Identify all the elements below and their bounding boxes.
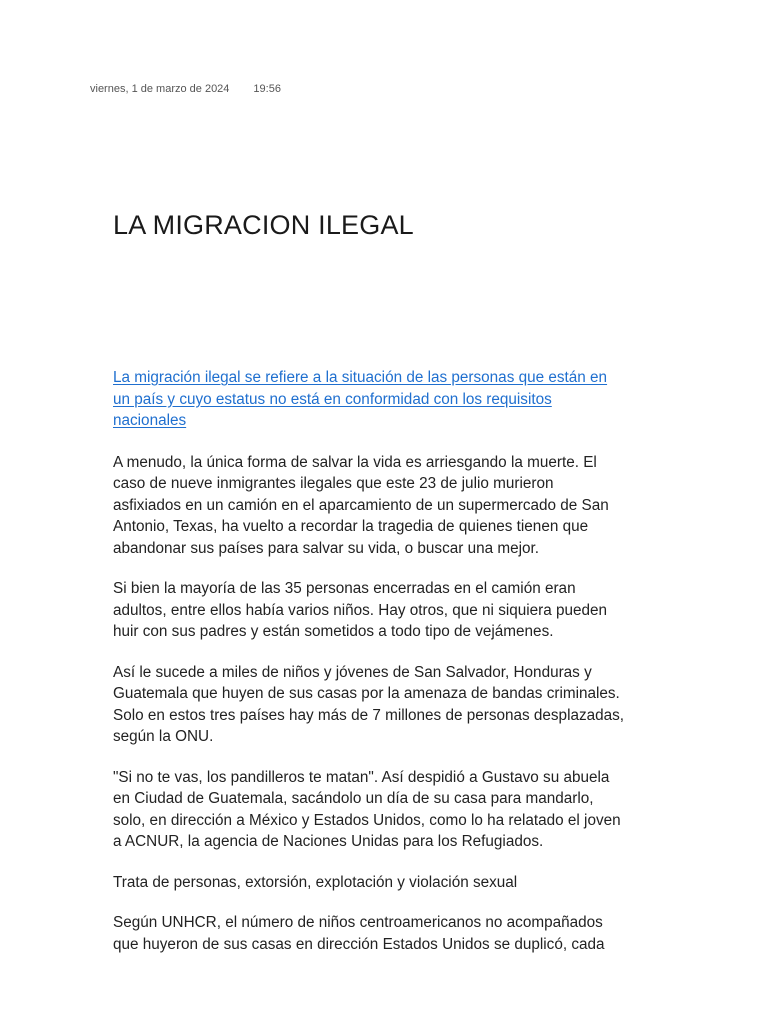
body-paragraph-1: A menudo, la única forma de salvar la vida es arriesgando la muerte. El caso de nueve inmigrantes ilegales que este 23 de julio murieron asfixiados en un camión en el aparcamiento de un supermercado de San Antonio, Texas, ha vuelto a recordar la tragedia de quienes tienen que abandonar sus países para salvar su vida, o buscar una mejor. (113, 453, 609, 557)
body-paragraph-2: Si bien la mayoría de las 35 personas encerradas en el camión eran adultos, entre ellos había varios niños. Hay otros, que ni siquiera pueden huir con sus padres y están sometidos a todo tipo de vejámenes. (113, 580, 608, 640)
body-paragraph-4: "Si no te vas, los pandilleros te matan". Así despidió a Gustavo su abuela en Ciudad de Guatemala, sacándolo un día de su casa para mandarlo, solo, en dirección a México y Estados Unidos, como lo ha relatado el joven a ACNUR, la agencia de Naciones Unidas para los Refugiados. (113, 768, 621, 850)
note-timestamp (90, 83, 281, 95)
page-title: LA MIGRACION ILEGAL (113, 210, 414, 240)
note-time: 19:56 (253, 83, 281, 95)
note-date: viernes, 1 de marzo de 2024 (90, 83, 230, 95)
document-body (113, 367, 625, 974)
link-paragraph (113, 367, 625, 432)
definition-link[interactable]: La migración ilegal se refiere a la situación de las personas que están en un país y cuyo estatus no está en conformidad con los requisitos nacionales (113, 369, 608, 429)
section-subheading: Trata de personas, extorsión, explotación y violación sexual (113, 873, 518, 891)
body-paragraph-5: Según UNHCR, el número de niños centroamericanos no acompañados que huyeron de sus casas en dirección Estados Unidos se duplicó, cada (113, 914, 605, 953)
body-paragraph-3: Así le sucede a miles de niños y jóvenes de San Salvador, Honduras y Guatemala que huyen de sus casas por la amenaza de bandas criminales. Solo en estos tres países hay más de 7 millones de personas desplazadas, según la ONU. (113, 663, 625, 745)
